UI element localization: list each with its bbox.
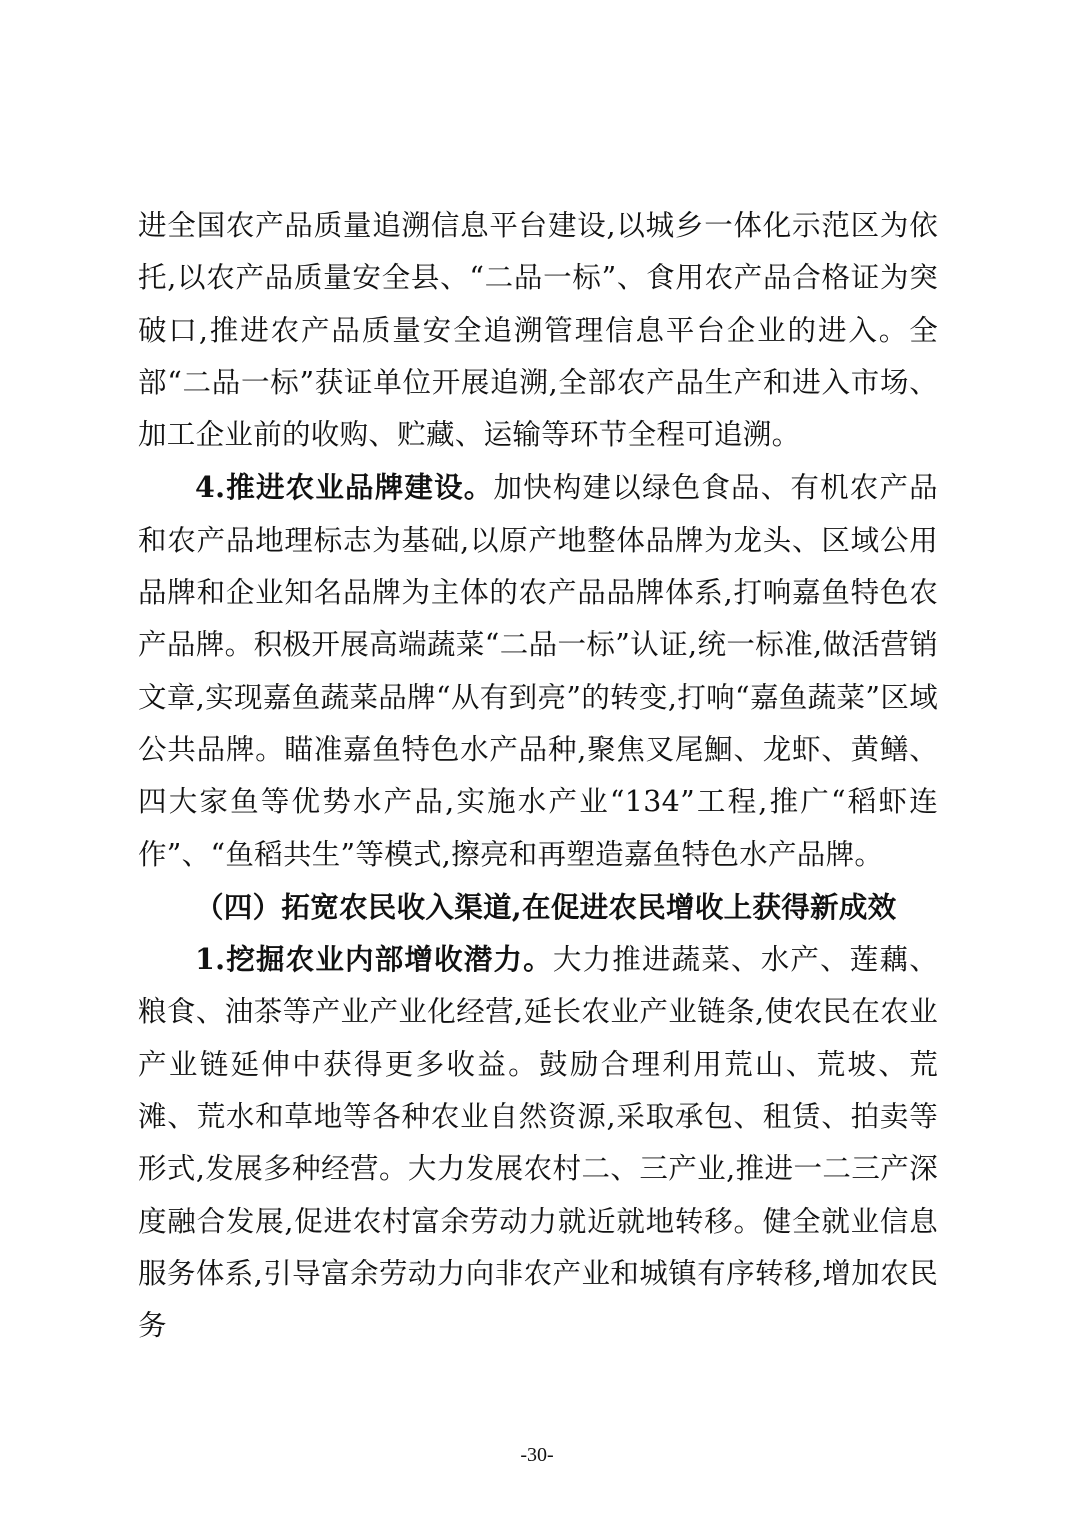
paragraph-text: 进全国农产品质量追溯信息平台建设,以城乡一体化示范区为依托,以农产品质量安全县、“二品一标”、食用农产品合格证为突破口,推进农产品质量安全追溯管理信息平台企业的进入。全部“二品一标”获证单位开展追溯,全部农产品生产和进入市场、加工企业前的收购、贮藏、运输等环节全程可追溯。 xyxy=(138,209,938,452)
paragraph-text: 加快构建以绿色食品、有机农产品和农产品地理标志为基础,以原产地整体品牌为龙头、区域公用品牌和企业知名品牌为主体的农产品品牌体系,打响嘉鱼特色农产品牌。积极开展高端蔬菜“二品一标”认证,统一标准,做活营销文章,实现嘉鱼蔬菜品牌“从有到亮”的转变,打响“嘉鱼蔬菜”区域公共品牌。瞄准嘉鱼特色水产品种,聚焦叉尾鮰、龙虾、黄鳝、四大家鱼等优势水产品,实施水产业“134”工程,推广“稻虾连作”、“鱼稻共生”等模式,擦亮和再塑造嘉鱼特色水产品牌。 xyxy=(138,471,938,871)
paragraph-income-potential xyxy=(138,933,938,1352)
paragraph-lead: 4.推进农业品牌建设。 xyxy=(195,470,494,505)
section-heading: （四）拓宽农民收入渠道,在促进农民增收上获得新成效 xyxy=(195,889,897,924)
paragraph-text: 大力推进蔬菜、水产、莲藕、粮食、油茶等产业产业化经营,延长农业产业链条,使农民在农业产业链延伸中获得更多收益。鼓励合理利用荒山、荒坡、荒滩、荒水和草地等各种农业自然资源,采取承包、租赁、拍卖等形式,发展多种经营。大力发展农村二、三产业,推进一二三产深度融合发展,促进农村富余劳动力就近就地转移。健全就业信息服务体系,引导富余劳动力向非农产业和城镇有序转移,增加农民务 xyxy=(138,943,938,1343)
document-body xyxy=(138,200,938,1353)
paragraph-traceability xyxy=(138,200,938,461)
page-number: -30- xyxy=(520,1444,554,1466)
paragraph-lead: 1.挖掘农业内部增收潜力。 xyxy=(195,942,553,977)
paragraph-brand-building xyxy=(138,461,938,880)
